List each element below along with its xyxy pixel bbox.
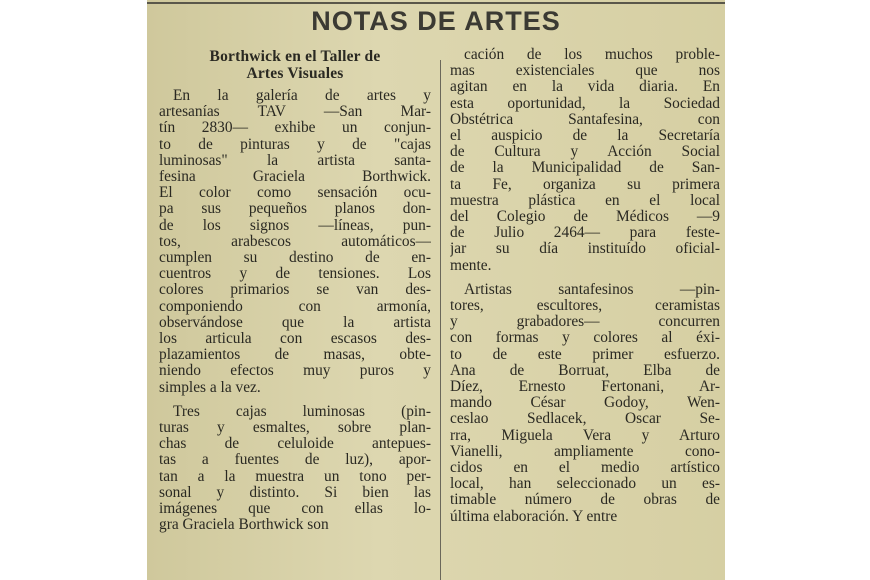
article-headline xyxy=(159,48,431,82)
headline-line: Artes Visuales xyxy=(246,65,344,82)
text-line: niendo efectos muy puros y xyxy=(159,363,431,380)
text-line: luminosas" la artista santa- xyxy=(159,152,431,169)
text-line: última elaboración. Y entre xyxy=(450,508,618,525)
text-line: timable número de obras de xyxy=(450,492,720,509)
left-paragraph-1 xyxy=(159,88,431,396)
text-line: jar su día instituído oficial- xyxy=(450,241,720,258)
text-line: de Julio 2464— para feste- xyxy=(450,225,720,242)
text-line: tín 2830— exhibe un conjun- xyxy=(159,120,431,137)
text-line: del Colegio de Médicos —9 xyxy=(450,209,720,226)
text-line: esta oportunidad, la Sociedad xyxy=(450,95,720,112)
text-line: observándose que la artista xyxy=(159,314,431,331)
text-line: Vianelli, ampliamente cono- xyxy=(450,443,720,460)
text-line: tas a fuentes de luz), apor- xyxy=(159,452,431,469)
headline-line: Borthwick en el Taller de xyxy=(209,48,381,65)
text-line: y grabadores— concurren xyxy=(450,314,720,331)
text-line: de la Municipalidad de San- xyxy=(450,160,720,177)
text-line: Artistas santafesinos —pin- xyxy=(464,281,720,298)
text-line: mente. xyxy=(450,257,492,274)
text-line: fesina Graciela Borthwick. xyxy=(159,169,431,186)
left-column xyxy=(159,48,431,541)
text-line: artesanías TAV —San Mar- xyxy=(159,104,431,121)
text-line: muestra plástica en el local xyxy=(450,192,720,209)
text-line: cuentros y de tensiones. Los xyxy=(159,266,431,283)
text-line: ceslao Sedlacek, Oscar Se- xyxy=(450,411,720,428)
text-line: tan a la muestra un tono per- xyxy=(159,468,431,485)
text-line: gra Graciela Borthwick son xyxy=(159,517,329,534)
text-line: tores, escultores, ceramistas xyxy=(450,298,720,315)
text-line: el auspicio de la Secretaría xyxy=(450,128,720,145)
section-title: NOTAS DE ARTES xyxy=(311,6,561,36)
text-line: turas y esmaltes, sobre plan- xyxy=(159,420,431,437)
text-line: componiendo con armonía, xyxy=(159,298,431,315)
text-line: simples a la vez. xyxy=(159,379,261,396)
left-paragraph-2 xyxy=(159,404,431,534)
text-line: rra, Miguela Vera y Arturo xyxy=(450,427,720,444)
text-line: de Cultura y Acción Social xyxy=(450,144,720,161)
text-line: colores primarios se van des- xyxy=(159,282,431,299)
right-column xyxy=(450,47,720,533)
text-line: local, han seleccionado un es- xyxy=(450,476,720,493)
text-line: agitan en la vida diaria. En xyxy=(450,79,720,96)
text-line: pa sus pequeños planos don- xyxy=(159,201,431,218)
text-line: cidos en el medio artístico xyxy=(450,460,720,477)
right-paragraph-1 xyxy=(450,47,720,274)
text-line: con formas y colores al éxi- xyxy=(450,330,720,347)
text-line: cación de los muchos proble- xyxy=(464,47,720,63)
text-line: En la galería de artes y xyxy=(173,88,431,104)
text-line: mas existenciales que nos xyxy=(450,63,720,80)
text-line: de los signos —líneas, pun- xyxy=(159,217,431,234)
text-line: to de pinturas y de "cajas xyxy=(159,136,431,153)
text-line: los articula con escasos des- xyxy=(159,331,431,348)
text-line: sonal y distinto. Si bien las xyxy=(159,484,431,501)
column-divider xyxy=(440,60,441,580)
newspaper-clipping xyxy=(147,0,725,580)
text-line: to de este primer esfuerzo. xyxy=(450,346,720,363)
text-line: chas de celuloide antepues- xyxy=(159,436,431,453)
right-paragraph-2 xyxy=(450,282,720,525)
text-line: mando César Godoy, Wen- xyxy=(450,395,720,412)
text-line: imágenes que con ellas lo- xyxy=(159,501,431,518)
text-line: plazamientos de masas, obte- xyxy=(159,347,431,364)
text-line: tos, arabescos automáticos— xyxy=(159,233,431,250)
text-line: Tres cajas luminosas (pin- xyxy=(173,403,431,420)
top-rule xyxy=(147,2,725,4)
text-line: Ana de Borruat, Elba de xyxy=(450,362,720,379)
text-line: Obstétrica Santafesina, con xyxy=(450,111,720,128)
text-line: El color como sensación ocu- xyxy=(159,185,431,202)
text-line: cumplen su destino de en- xyxy=(159,250,431,267)
text-line: Díez, Ernesto Fertonani, Ar- xyxy=(450,379,720,396)
text-line: ta Fe, organiza su primera xyxy=(450,176,720,193)
